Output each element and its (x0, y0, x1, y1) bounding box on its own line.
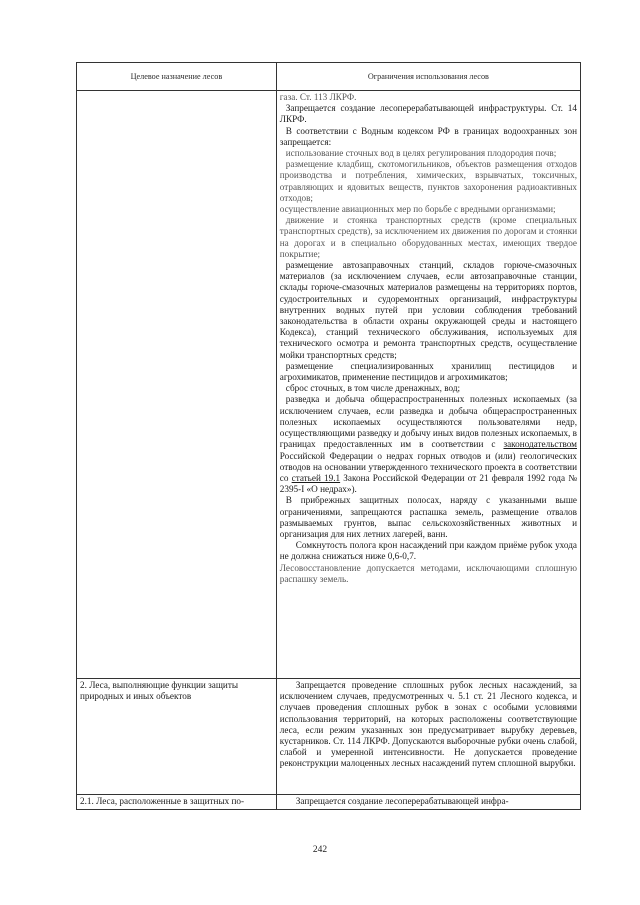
restrictions-table (76, 62, 581, 810)
row1-purpose-cell (77, 91, 277, 679)
header-restrictions: Ограничения использования лесов (276, 63, 580, 91)
p11-text-c: Закона Российской Федерации от 21 февраля 1992 года № 2395-I «О недрах»). (279, 472, 577, 495)
table-row (77, 91, 581, 679)
row1-restrictions-cell (276, 91, 580, 679)
row2-purpose-text: 2. Леса, выполняющие функции защиты природных и иных объектов (80, 680, 239, 702)
table-header-row (77, 63, 581, 91)
row1-paragraph: газа. Ст. 113 ЛКРФ. (279, 92, 357, 102)
law-link[interactable]: законодательством (503, 439, 577, 450)
row1-paragraph: размещение автозаправочных станций, складов горюче-смазочных материалов (за исключением случаев, если автозаправочные станции, склады горюче-смазочных материалов размещены на территориях портов, судостроительных и судоремонтных организаций, инфраструктуры внутренних водных путей при условии соблюдения требований законодательства в области охраны окружающей среды и настоящего Кодекса), станций технического обслуживания, используемых для технического осмотра и ремонта транспортных средств, осуществление мойки транспортных средств; (279, 260, 577, 360)
header-purpose: Целевое назначение лесов (77, 63, 277, 91)
row3-purpose-text: 2.1. Леса, расположенные в защитных по- (80, 796, 245, 806)
row1-paragraph: Запрещается создание лесоперерабатывающей инфраструктуры. Ст. 14 ЛКРФ. (279, 103, 577, 125)
table-row (77, 679, 581, 795)
row1-paragraph: осуществление авиационных мер по борьбе с вредными организмами; (279, 204, 556, 215)
row1-paragraph: использование сточных вод в целях регулирования плодородия почв; (285, 148, 557, 159)
row1-paragraph: Сомкнутость полога крон насаждений при каждом приёме рубок ухода не должна снижаться ниже 0,6-0,7. (279, 540, 577, 562)
row2-purpose-cell (77, 679, 277, 795)
row2-restrictions-cell (276, 679, 580, 795)
article-link[interactable]: статьей 19.1 (291, 472, 341, 483)
row1-paragraph: размещение кладбищ, скотомогильников, объектов размещения отходов производства и потребления, химических, взрывчатых, токсичных, отравляющих и ядовитых веществ, пунктов захоронения радиоактивных отходов; (279, 159, 577, 203)
table-row (77, 795, 581, 810)
p11-text-b: Российской Федерации о недрах горных отводов и (или) геологических отводов на основании утвержденного технического проекта в соответствии со (279, 450, 577, 483)
row3-restrictions-cell (276, 795, 580, 810)
row2-paragraph: Запрещается проведение сплошных рубок лесных насаждений, за исключением случаев, предусмотренных ч. 5.1 ст. 21 Лесного кодекса, и случаев проведения сплошных рубок в зонах с особыми условиями использования территорий, на которых расположены соответствующие леса, если режим указанных зон предусматривает вырубку деревьев, кустарников. Ст. 114 ЛКРФ. Допускаются выборочные рубки очень слабой, слабой и умеренной интенсивности. Не допускается проведение реконструкции малоценных лесных насаждений путем сплошной вырубки. (279, 680, 577, 769)
row1-paragraph: движение и стоянка транспортных средств (кроме специальных транспортных средств), за исключением их движения по дорогам и стоянки на дорогах и в специально оборудованных местах, имеющих твердое покрытие; (279, 215, 577, 259)
row1-paragraph: сброс сточных, в том числе дренажных, вод; (285, 383, 461, 394)
row1-paragraph: В прибрежных защитных полосах, наряду с указанными выше ограничениями, запрещаются распашка земель, размещение отвалов размываемых грунтов, выпас сельскохозяйственных животных и организация для них летних лагерей, ванн. (279, 495, 577, 539)
row3-paragraph: Запрещается создание лесоперерабатывающей инфра- (295, 796, 509, 806)
row1-paragraph (280, 394, 577, 495)
row1-paragraph: Лесовосстановление допускается методами, исключающими сплошную распашку земель. (279, 562, 577, 584)
page-number: 242 (312, 845, 328, 855)
row1-paragraph: размещение специализированных хранилищ пестицидов и агрохимикатов, применение пестицидов и агрохимикатов; (279, 360, 577, 383)
row3-purpose-cell (77, 795, 277, 810)
row1-paragraph: В соответствии с Водным кодексом РФ в границах водоохранных зон запрещается: (279, 125, 577, 147)
p11-text-a: разведка и добыча общераспространенных полезных ископаемых (за исключением случаев, если разведка и добыча общераспространенных полезных ископаемых осуществляются пользователями недр, осуществляющими разведку и добычу иных видов полезных ископаемых, в границах предоставленных им в соответствии с (279, 394, 577, 450)
